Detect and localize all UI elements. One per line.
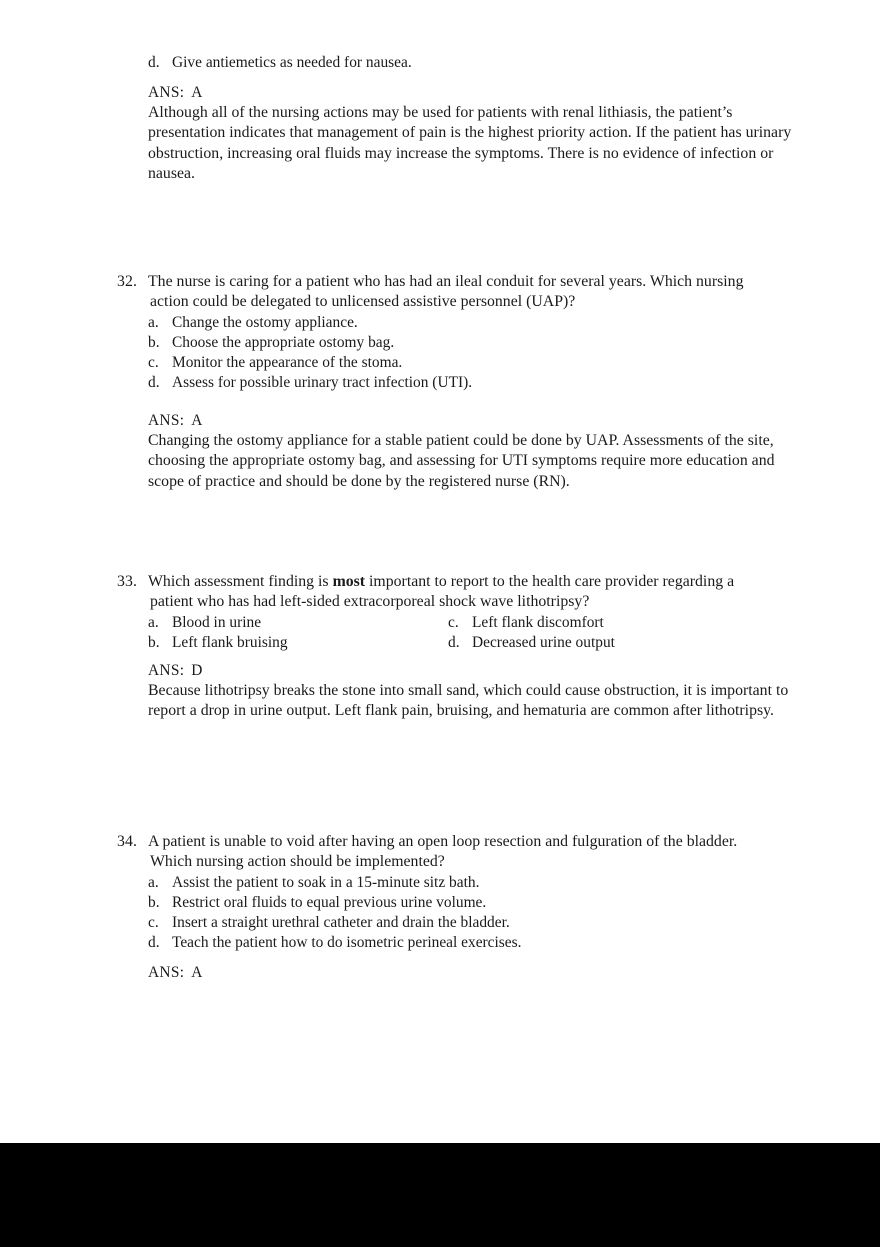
option-letter: b. [148,894,160,912]
option-text: Monitor the appearance of the stoma. [172,354,403,372]
option-row[interactable] [148,913,817,933]
question-34 [117,832,817,954]
option-text: Choose the appropriate ostomy bag. [172,334,395,352]
option-text: Give antiemetics as needed for nausea. [172,54,412,71]
question-stem-line-1-post: important to report to the health care provider regarding a [365,573,735,590]
question-stem-row [117,832,817,873]
answer-label: ANS: [148,412,185,429]
answer-block-33 [148,661,803,722]
option-row[interactable] [148,333,817,353]
option-text: Decreased urine output [472,634,615,652]
question-stem [148,572,817,613]
option-text: Left flank discomfort [472,613,604,631]
option-letter: c. [148,354,159,372]
answer-line [148,963,803,983]
answer-label: ANS: [148,84,185,101]
option-row[interactable] [448,613,817,633]
option-letter: c. [148,914,159,932]
option-text: Left flank bruising [172,634,288,652]
option-text: Assess for possible urinary tract infection (UTI). [172,374,473,392]
option-row[interactable] [448,633,817,653]
question-stem-line-2: action could be delegated to unlicensed assistive personnel (UAP)? [150,293,576,311]
answer-block-34 [148,963,803,983]
option-text: Change the ostomy appliance. [172,313,358,331]
option-row[interactable] [148,633,448,653]
answer-line [148,661,803,681]
question-stem-emphasis: most [332,573,366,590]
option-text: Teach the patient how to do isometric perineal exercises. [172,934,522,952]
option-row[interactable] [148,893,817,913]
option-row[interactable] [148,873,817,893]
option-row[interactable] [148,313,817,333]
rationale-text: Because lithotripsy breaks the stone into small sand, which could cause obstruction, it is important to report a drop in urine output. Left flank pain, bruising, and hematuria are common after lithotripsy. [148,682,789,720]
option-text: Assist the patient to soak in a 15-minute sitz bath. [172,873,480,891]
option-letter: a. [148,313,159,331]
answer-line [148,411,803,431]
orphan-option-list [117,53,848,73]
question-stem-row [117,272,817,313]
question-stem [148,272,817,313]
option-text: Insert a straight urethral catheter and drain the bladder. [172,914,510,932]
question-stem-line-1-pre: Which assessment finding is [148,573,333,590]
option-row[interactable] [148,613,448,633]
question-33 [117,572,817,653]
question-32 [117,272,817,394]
question-number: 32. [117,273,138,290]
question-number: 33. [117,573,138,590]
option-column-right [448,613,817,653]
option-text: Blood in urine [172,613,262,631]
option-letter: d. [148,54,160,71]
option-letter: b. [148,334,160,352]
answer-label: ANS: [148,964,185,981]
option-letter: a. [148,613,159,631]
question-number: 34. [117,833,138,850]
option-row[interactable] [148,53,848,73]
answer-value: A [191,964,203,981]
option-letter: d. [448,634,460,652]
rationale-text: Changing the ostomy appliance for a stable patient could be done by UAP. Assessments of the site, choosing the appropriate ostomy bag, and assessing for UTI symptoms require more education and scope of practice and should be done by the registered nurse (RN). [148,432,775,490]
option-letter: c. [448,613,459,631]
page-footer-band [0,1143,880,1247]
option-letter: d. [148,374,160,392]
option-letter: a. [148,873,159,891]
rationale-text: Although all of the nursing actions may be used for patients with renal lithiasis, the patient’s presentation indicates that management of pain is the highest priority action. If the patient has urinary obstruction, increasing oral fluids may increase the symptoms. There is no evidence of infection or nausea. [148,104,792,182]
question-stem [148,832,817,873]
answer-line [148,83,803,103]
answer-block-32 [148,411,803,492]
answer-value: A [191,84,203,101]
question-stem-line-2: Which nursing action should be implemented? [150,853,445,871]
question-stem-row [117,572,817,613]
answer-block [148,83,803,184]
option-list [117,313,817,394]
answer-label: ANS: [148,662,185,679]
answer-value: A [191,412,203,429]
option-list [117,873,817,954]
question-stem-line-2: patient who has had left-sided extracorporeal shock wave lithotripsy? [150,593,590,611]
option-letter: d. [148,934,160,952]
option-row[interactable] [148,373,817,393]
option-row[interactable] [148,353,817,373]
option-row[interactable] [148,933,817,953]
question-stem-line-1: The nurse is caring for a patient who has had an ileal conduit for several years. Which nursing [148,273,744,290]
option-column-left [148,613,448,653]
option-letter: b. [148,634,160,652]
option-list [117,613,817,653]
option-text: Restrict oral fluids to equal previous urine volume. [172,894,487,912]
question-stem-line-1: A patient is unable to void after having an open loop resection and fulguration of the bladder. [148,833,738,850]
answer-value: D [191,662,203,679]
